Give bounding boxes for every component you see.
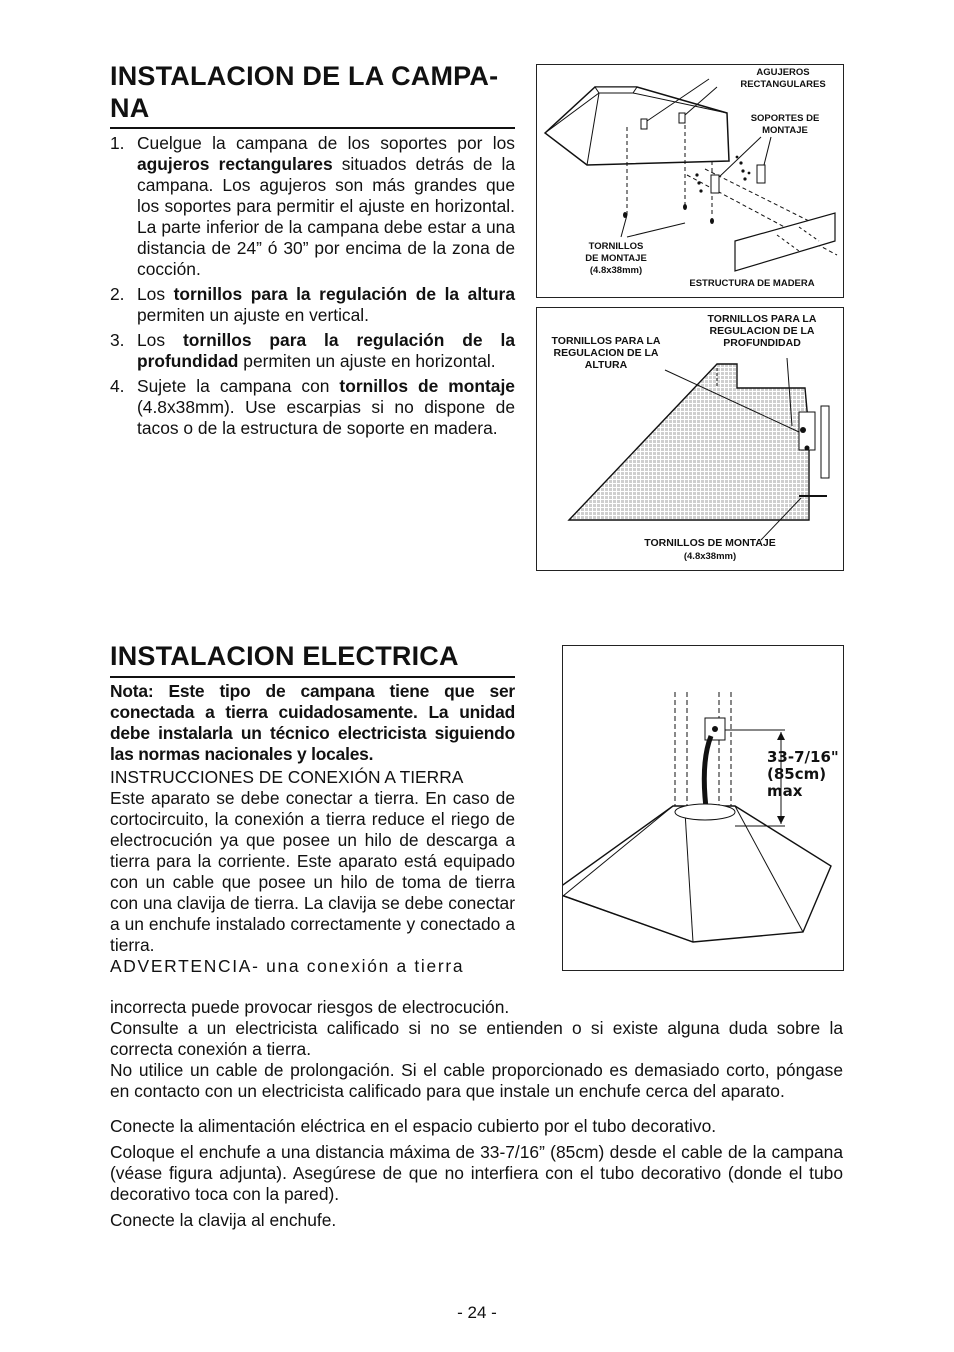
ground-heading: INSTRUCCIONES DE CONEXIÓN A TIERRA (110, 767, 464, 787)
extension-paragraph: No utilice un cable de prolongación. Si el cable proporcionado es demasiado corto, póngase en contacto con un electricista calificado para que instale un enchufe cerca del aparato. (110, 1060, 843, 1101)
label-rectangular-holes: AGUJEROS RECTANGULARES (740, 67, 826, 90)
step-item (110, 133, 515, 280)
connect-power-paragraph: Conecte la alimentación eléctrica en el espacio cubierto por el tubo decorativo. (110, 1116, 717, 1136)
step-item (110, 284, 515, 326)
electrical-notes (110, 681, 515, 977)
step-number: 2. (110, 284, 125, 304)
label-screws-line2: DE MONTAJE (585, 253, 647, 264)
step-number: 1. (110, 133, 125, 153)
step-number: 3. (110, 330, 125, 350)
step-text: Los (137, 284, 174, 304)
dimension-line-1: 33-7/16" (767, 748, 839, 766)
step-text: (4.8x38mm). Use escarpias si no dispone de tacos o de la estructura de soporte en madera. (137, 397, 515, 438)
title-line-2: NA (110, 93, 150, 123)
step-item (110, 330, 515, 372)
title-line-1: INSTALACION DE LA CAMPA- (110, 61, 499, 91)
section-installation-hood (110, 60, 520, 124)
step-bold: agujeros rectangulares (137, 154, 333, 174)
label-depth-screws: TORNILLOS PARA LA REGULACION DE LA PROFUNDIDAD (707, 313, 817, 349)
step-bold: tornillos de montaje (339, 376, 515, 396)
figure-hood-brackets (536, 64, 844, 298)
step-bold: tornillos para la regulación de la altura (173, 284, 516, 304)
label-mounting-screws (561, 241, 671, 277)
page-number: - 24 - (457, 1303, 497, 1322)
warning-line-1: ADVERTENCIA- una conexión a tierra (110, 956, 465, 976)
section-electrical (110, 640, 520, 672)
dimension-line-2: (85cm) (767, 765, 827, 783)
title-underline-electrical (110, 676, 515, 678)
step-text: Sujete la campana con (137, 376, 340, 396)
section-title-electrical: INSTALACION ELECTRICA (110, 641, 459, 671)
spacer (110, 1102, 843, 1116)
step-text: permiten un ajuste en horizontal. (238, 351, 496, 371)
label-height-screws: TORNILLOS PARA LA REGULACION DE LA ALTURA (551, 335, 661, 371)
dimension-label (767, 749, 839, 800)
label-wood-structure: ESTRUCTURA DE MADERA (689, 278, 815, 289)
step-number: 4. (110, 376, 125, 396)
consult-paragraph: Consulte a un electricista calificado si no se entienden o si existe alguna duda sobre la correcta conexión a tierra. (110, 1018, 843, 1059)
electrical-instructions (110, 997, 843, 1231)
step-text: permiten un ajuste en vertical. (137, 305, 369, 325)
installation-steps (110, 133, 515, 443)
dimension-line-3: max (767, 782, 803, 800)
label-mounting-brackets: SOPORTES DE MONTAJE (750, 113, 820, 136)
label-mount-screws-size: (4.8x38mm) (683, 551, 737, 562)
label-screws-size: (4.8x38mm) (589, 265, 643, 276)
ground-text: Este aparato se debe conectar a tierra. En caso de cortocircuito, la conexión a tierra reduce el riego de electrocución ya que posee un hilo de descarga a tierra para la corriente. Este aparato está equipado con un cable que posee un hilo de toma de tierra con una clavija de tierra. La clavija se debe conectar a un enchufe instalado correctamente y conectado a tierra. (110, 788, 515, 955)
warning-line-2: incorrecta puede provocar riesgos de electrocución. (110, 997, 510, 1017)
step-text: situados detrás de la campana. Los agujeros son más grandes que los soportes para permitir el ajuste en horizontal. La parte inferior de la campana debe estar a una distancia de 24” ó 30” por encima de la zona de cocción. (137, 154, 515, 279)
figure-outlet-distance (562, 645, 844, 971)
label-screws-line1: TORNILLOS (588, 241, 644, 252)
title-underline (110, 127, 515, 129)
section-title (110, 60, 520, 124)
connect-plug-paragraph: Conecte la clavija al enchufe. (110, 1210, 337, 1230)
step-item (110, 376, 515, 439)
step-text: Cuelgue la campana de los soportes por los (137, 133, 515, 153)
safety-note: Nota: Este tipo de campana tiene que ser conectada a tierra cuidadosamente. La unidad debe instalarla un técnico electricista siguiendo las normas nacionales y locales. (110, 681, 515, 764)
label-mount-screws: TORNILLOS DE MONTAJE (644, 537, 776, 549)
figure-adjustment-screws (536, 307, 844, 571)
step-bold: tornillos para la regulación de la profundidad (137, 330, 515, 371)
step-text: Los (137, 330, 183, 350)
plug-position-paragraph: Coloque el enchufe a una distancia máxima de 33-7/16” (85cm) desde el cable de la campana (véase figura adjunta). Asegúrese de que no interfiera con el tubo decorativo (donde el tubo decorativo toca con la pared). (110, 1142, 843, 1204)
outlet-distance-drawing (563, 646, 843, 970)
